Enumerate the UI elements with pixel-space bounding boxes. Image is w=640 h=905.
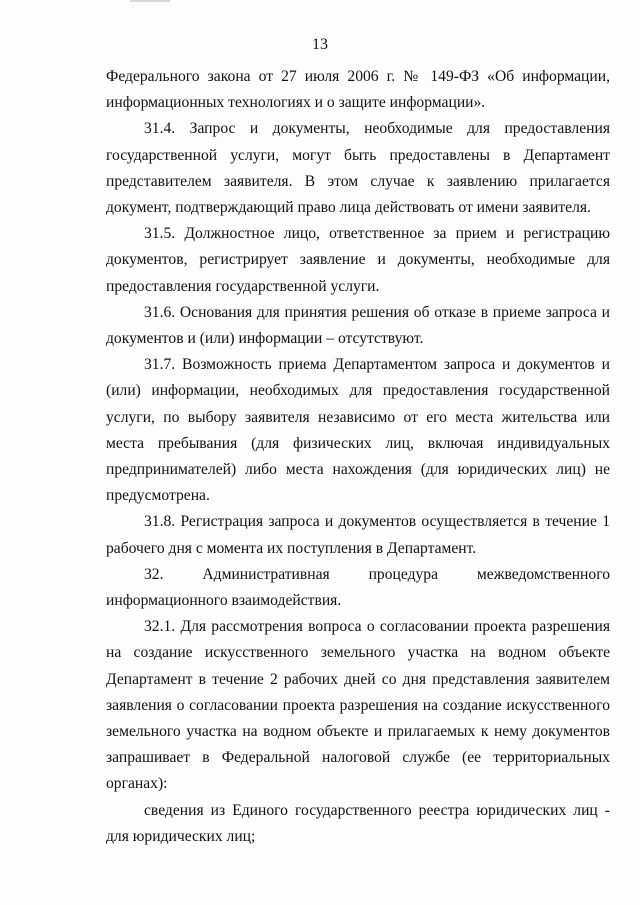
document-body xyxy=(106,64,610,850)
paragraph-list-item: сведения из Единого государственного реестра юридических лиц - для юридических лиц; xyxy=(106,801,610,845)
paragraph-32-1: 32.1. Для рассмотрения вопроса о согласовании проекта разрешения на создание искусственного земельного участка на водном объекте Департамент в течение 2 рабочих дней со дня представления заявителем заявления о согласовании проекта разрешения на создание искусственного земельного участка на водном объекте и прилагаемых к нему документов запрашивает в Федеральной налоговой службе (ее территориальных органах): xyxy=(106,618,610,793)
scan-edge-mark xyxy=(130,0,170,2)
paragraph-31-8: 31.8. Регистрация запроса и документов осуществляется в течение 1 рабочего дня с момента их поступления в Департамент. xyxy=(106,513,610,557)
page-number: 13 xyxy=(312,36,328,53)
paragraph-31-6: 31.6. Основания для принятия решения об отказе в приеме запроса и документов и (или) информации – отсутствуют. xyxy=(106,303,610,348)
paragraph-continuation: Федерального закона от 27 июля 2006 г. № 149-ФЗ «Об информации, информационных технологиях и о защите информации». xyxy=(106,68,610,112)
paragraph-31-4: 31.4. Запрос и документы, необходимые для предоставления государственной услуги, могут быть предоставлены в Департамент представителем заявителя. В этом случае к заявлению прилагается документ, подтверждающий право лица действовать от имени заявителя. xyxy=(106,120,610,217)
paragraph-32: 32. Административная процедура межведомственного информационного взаимодействия. xyxy=(106,565,610,610)
paragraph-31-7: 31.7. Возможность приема Департаментом запроса и документов и (или) информации, необходимых для предоставления государственной услуги, по выбору заявителя независимо от его места жительства или места пребывания (для физических лиц, включая индивидуальных предпринимателей) либо места нахождения (для юридических лиц) не предусмотрена. xyxy=(106,356,610,505)
paragraph-31-5: 31.5. Должностное лицо, ответственное за прием и регистрацию документов, регистрирует заявление и документы, необходимые для предоставления государственной услуги. xyxy=(106,225,610,295)
